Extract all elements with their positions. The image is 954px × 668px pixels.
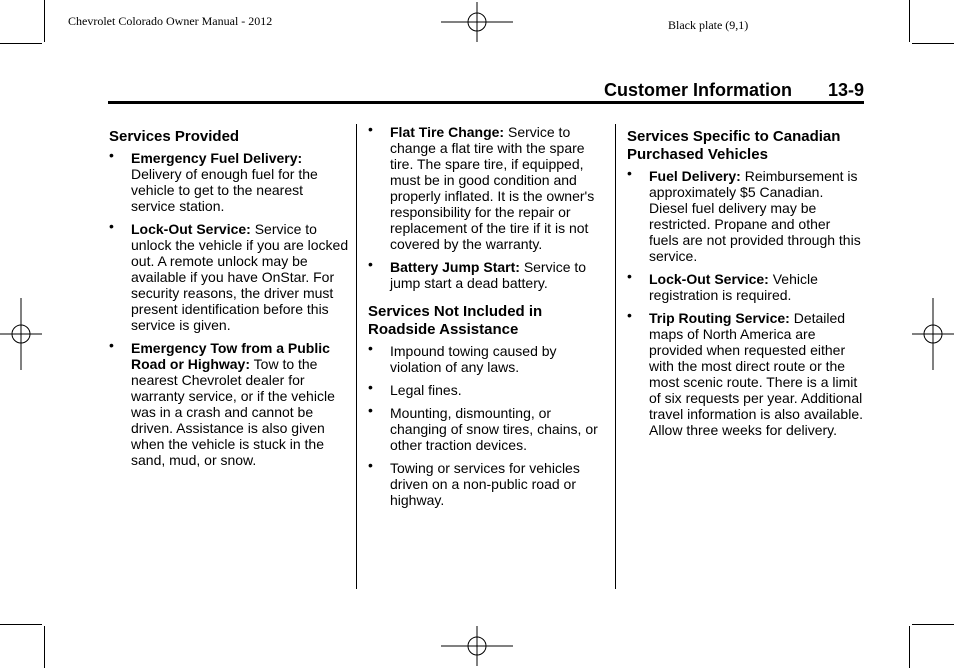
- list-item: [109, 337, 349, 468]
- item-text: Towing or services for vehicles driven on a non-public road or highway.: [390, 460, 580, 508]
- column-divider: [356, 124, 357, 589]
- list-item: [368, 402, 608, 453]
- list-item: [627, 307, 863, 438]
- header-rule: [108, 101, 864, 104]
- crop-mark: [909, 0, 910, 42]
- crop-mark: [44, 0, 45, 42]
- item-term: Fuel Delivery:: [649, 168, 741, 184]
- bullet-icon: •: [109, 337, 114, 353]
- bullet-list: [368, 340, 608, 508]
- column-1: [109, 124, 349, 475]
- registration-mark-icon: [0, 298, 42, 370]
- item-text: Vehicle registration is required.: [649, 271, 818, 303]
- item-term: Lock-Out Service:: [131, 221, 251, 237]
- column-3: [627, 124, 863, 445]
- item-text: Mounting, dismounting, or changing of snow tires, chains, or other traction devices.: [390, 405, 598, 453]
- crop-mark: [912, 624, 954, 625]
- plate-label: Black plate (9,1): [668, 18, 749, 32]
- bullet-icon: •: [627, 307, 632, 323]
- crop-mark: [912, 43, 954, 44]
- list-item: [627, 268, 863, 303]
- bullet-icon: •: [109, 218, 114, 234]
- item-term: Lock-Out Service:: [649, 271, 769, 287]
- manual-title: Chevrolet Colorado Owner Manual - 2012: [68, 14, 273, 28]
- item-text: Tow to the nearest Chevrolet dealer for warranty service, or if the vehicle was in a crash and cannot be driven. Assistance is also given when the vehicle is stuck in the sand, mud, or snow.: [131, 356, 335, 468]
- section-title: Customer Information: [604, 80, 793, 100]
- list-item: [368, 121, 608, 252]
- item-text: Legal fines.: [390, 382, 462, 398]
- list-item: [368, 379, 608, 398]
- bullet-icon: •: [627, 165, 632, 181]
- item-text: Service to change a flat tire with the spare tire. The spare tire, if equipped, must be in good condition and properly inflated. It is the owner's responsibility for the repair or replacement of the tire if it is not covered by the warranty.: [390, 124, 595, 252]
- bullet-list: [109, 147, 349, 468]
- list-item: [109, 218, 349, 333]
- registration-mark-icon: [441, 2, 513, 42]
- bullet-list: [627, 165, 863, 438]
- bullet-icon: •: [368, 457, 373, 473]
- column-divider: [615, 124, 616, 589]
- item-term: Emergency Fuel Delivery:: [131, 150, 303, 166]
- bullet-icon: •: [627, 268, 632, 284]
- registration-mark-icon: [912, 298, 954, 370]
- section-heading: Services Specific to Canadian Purchased Vehicles: [627, 128, 841, 163]
- section-heading: Services Not Included in Roadside Assistance: [368, 303, 543, 338]
- crop-mark: [0, 43, 42, 44]
- column-2: [368, 121, 608, 515]
- list-item: [368, 256, 608, 291]
- bullet-list: [368, 121, 608, 291]
- item-term: Battery Jump Start:: [390, 259, 520, 275]
- item-term: Trip Routing Service:: [649, 310, 790, 326]
- item-term: Flat Tire Change:: [390, 124, 505, 140]
- bullet-icon: •: [368, 121, 373, 137]
- bullet-icon: •: [368, 379, 373, 395]
- page-number: 13-9: [828, 80, 865, 100]
- list-item: [368, 340, 608, 375]
- bullet-icon: •: [368, 340, 373, 356]
- item-text: Service to jump start a dead battery.: [390, 259, 587, 291]
- item-text: Detailed maps of North America are provided when requested either with the most direct route or the most scenic route. There is a limit of six requests per year. Additional travel information is also available. Allow three weeks for delivery.: [649, 310, 863, 438]
- list-item: [368, 457, 608, 508]
- crop-mark: [0, 624, 42, 625]
- bullet-icon: •: [368, 256, 373, 272]
- item-text: Delivery of enough fuel for the vehicle to get to the nearest service station.: [131, 166, 318, 214]
- crop-mark: [44, 626, 45, 668]
- list-item: [109, 147, 349, 214]
- item-text: Impound towing caused by violation of any laws.: [390, 343, 557, 375]
- crop-mark: [909, 626, 910, 668]
- item-term: Emergency Tow from a Public Road or Highway:: [131, 340, 330, 372]
- list-item: [627, 165, 863, 264]
- item-text: Reimbursement is approximately $5 Canadian. Diesel fuel delivery may be restricted. Propane and other fuels are not provided through this service.: [649, 168, 861, 264]
- registration-mark-icon: [441, 626, 513, 666]
- bullet-icon: •: [109, 147, 114, 163]
- bullet-icon: •: [368, 402, 373, 418]
- item-text: Service to unlock the vehicle if you are locked out. A remote unlock may be available if you have OnStar. For security reasons, the driver must present identification before this service is given.: [131, 221, 349, 333]
- section-heading: Services Provided: [109, 128, 240, 145]
